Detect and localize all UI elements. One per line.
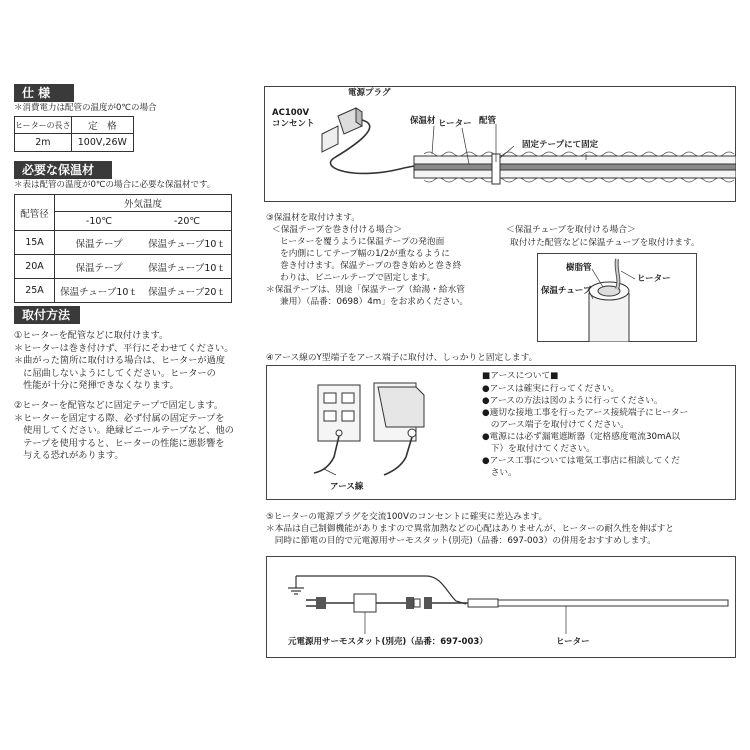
cell: 保温チューブ10ｔ (55, 279, 144, 303)
step1-line: ＊曲がった箇所に取付ける場合は、ヒーターが過度 (14, 355, 225, 366)
thermostat-label: 元電源用サーモスタット(別売)（品番：697-003） (288, 637, 488, 647)
spec-rating: 100V,26W (71, 134, 133, 152)
install-step2 (14, 400, 234, 463)
cell: 保温チューブ10ｔ (143, 255, 232, 279)
pipe-label: 配管 (479, 116, 497, 126)
cell: 保温テープ (55, 231, 144, 255)
install-step1 (14, 330, 233, 393)
step2-line: テープを使用すると、ヒーターの性能に悪影響を (14, 437, 225, 449)
heater-label: ヒーター (438, 119, 472, 129)
col-pipe: 配管径 (15, 195, 55, 231)
earth-about-item: のアース端子を取付けてください。 (482, 420, 629, 430)
step3-line: わりは、ビニールテープで固定します。 (280, 273, 436, 283)
step3-line: ③保温材を取付けます。 (266, 213, 360, 223)
step3-line: 兼用）（品番：0698）4m」をお求めください。 (280, 297, 469, 307)
insulation-table (14, 194, 232, 303)
step1-line: ＊ヒーターは巻き付けず、平行にそわせてください。 (14, 342, 234, 354)
spec-head-rating: 定 格 (71, 117, 133, 134)
step5-line: 同時に節電の目的で元電源用サーモスタット(別売)（品番：697-003）の併用をおすすめします。 (266, 536, 656, 546)
earth-about-item: ●適切な接地工事を行ったアース接続端子にヒーター (482, 408, 689, 418)
ac-label-line: コンセント (272, 119, 315, 129)
plug-label: 電源プラグ (348, 88, 391, 98)
step1-line: ①ヒーターを配管などに取付けます。 (14, 330, 169, 341)
step1-line: に屈曲しないようにしてください。ヒーターの (14, 367, 216, 379)
pipe-size: 25A (15, 279, 55, 303)
tube-title: ＜保温チューブを取付ける場合＞ (506, 225, 636, 235)
tube-diagram (537, 253, 697, 342)
cell: 保温チューブ10ｔ (143, 231, 232, 255)
tube-text: 取付けた配管などに保温チューブを取付けます。 (510, 238, 700, 248)
ac-label (272, 108, 315, 130)
temp-20: -20℃ (143, 212, 232, 231)
earth-about-item: ●電源には必ず漏電遮断器（定格感度電流30mA以 (482, 432, 681, 442)
resin-pipe-label: 樹脂管 (566, 263, 592, 273)
insulation-header: 必要な保温材 (14, 161, 112, 179)
step2-line: 与える恐れがあります。 (14, 450, 124, 461)
step5-line: ＊本品は自己制御機能がありますので異常加熱などの心配はありませんが、ヒーターの耐久性を伸ばすと (266, 524, 674, 534)
step2-line: 使用してください。絶縁ビニールテープなど、他の (14, 425, 234, 436)
earth-about-item: ●アース工事については電気工事店に相談してくだ (482, 456, 680, 466)
spec-length: 2m (15, 134, 72, 152)
step3-line: ＊保温テープは、別途「保温テープ（給湯・給水管 (266, 285, 465, 295)
step3-text (266, 212, 468, 308)
cell: 保温チューブ20ｔ (143, 279, 232, 303)
install-header: 取付方法 (14, 306, 80, 324)
step5-line: ⑤ヒーターの電源プラグを交流100Vのコンセントに確実に差込みます。 (266, 512, 548, 522)
pipe-size: 20A (15, 255, 55, 279)
step3-line: を内側にしてテープ幅の1/2が重なるように (280, 249, 450, 259)
step2-line: ＊ヒーターを固定する際、必ず付属の固定テープを (14, 412, 225, 424)
step3-line: ヒーターを覆うように保温テープの発泡面 (280, 237, 445, 247)
temp-10: -10℃ (55, 212, 144, 231)
spec-header: 仕 様 (14, 84, 74, 102)
earth-about-title: ■アースについて■ (482, 371, 559, 381)
tube-heater-label: ヒーター (637, 274, 671, 284)
spec-table (14, 116, 134, 152)
earth-about-item: 下）を取付けてください。 (482, 444, 595, 454)
heater-install-diagram (264, 86, 736, 202)
pipe-size: 15A (15, 231, 55, 255)
step5-text (266, 511, 674, 547)
spec-note: ＊消費電力は配管の温度が0℃の場合 (14, 103, 157, 113)
earth-wire-label: アース線 (330, 482, 364, 492)
ac-label-line: AC100V (272, 108, 310, 118)
thermostat-heater-label: ヒーター (556, 637, 590, 647)
earth-about-item: ●アースは確実に行ってください。 (482, 384, 620, 394)
earth-about-item: さい。 (482, 468, 517, 478)
step4-title: ④アース線のY型端子をアース端子に取付け、しっかりと固定します。 (266, 353, 538, 363)
col-temp: 外気温度 (55, 195, 232, 212)
insulator-label: 保温材 (410, 116, 436, 126)
earth-diagram (266, 365, 466, 500)
tube-label: 保温チューブ (541, 286, 592, 296)
earth-about-item: ●アースの方法は図のように行ってください。 (482, 396, 663, 406)
insulation-note: ＊表は配管の温度が0℃の場合に必要な保温材です。 (14, 180, 216, 190)
tape-label: 固定テープにて固定 (522, 140, 599, 150)
step1-line: 性能が十分に発揮できなくなります。 (14, 380, 179, 391)
step2-line: ②ヒーターを配管などに固定テープで固定します。 (14, 400, 224, 411)
step3-line: 巻き付けます。保温テープの巻き始めと巻き終 (280, 261, 462, 271)
earth-about-list (482, 383, 688, 479)
cell: 保温テープ (55, 255, 144, 279)
step3-line: ＜保温テープを巻き付ける場合＞ (272, 225, 402, 235)
spec-head-length: ヒーターの長さ (15, 117, 72, 134)
